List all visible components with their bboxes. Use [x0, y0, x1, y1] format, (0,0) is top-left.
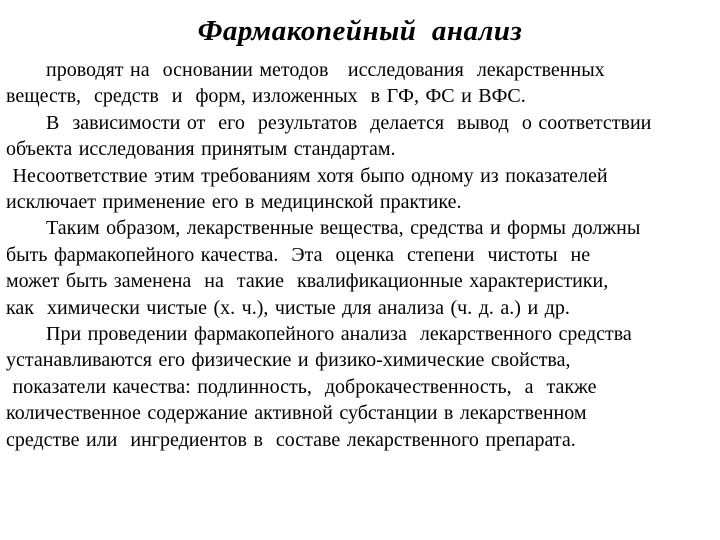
paragraph [6, 321, 712, 453]
text-line: Несоответствие этим требованиям хотя быпо одному из показателей [6, 164, 608, 187]
text-line: В зависимости от его результатов делается вывод о соответствии [46, 111, 652, 134]
paragraph [6, 57, 712, 110]
text-line: средстве или ингредиентов в составе лекарственного препарата. [6, 428, 576, 451]
paragraph [6, 163, 712, 216]
text-line: быть фармакопейного качества. Эта оценка степени чистоты не [6, 243, 591, 266]
text-line: исключает применение его в медицинской практике. [6, 191, 462, 214]
text-line: может быть заменена на такие квалификационные характеристики, [6, 270, 609, 293]
text-line: При проведении фармакопейного анализа лекарственного средства [46, 323, 632, 346]
slide-body-text [0, 57, 720, 453]
text-line: количественное содержание активной субстанции в лекарственном [6, 402, 587, 425]
text-line: как химически чистые (х. ч.), чистые для анализа (ч. д. а.) и др. [6, 296, 570, 319]
paragraph [6, 110, 712, 163]
text-line: показатели качества: подлинность, доброкачественность, а также [6, 375, 597, 398]
text-line: устанавливаются его физические и физико-химические свойства, [6, 349, 571, 372]
text-line: веществ, средств и форм, изложенных в ГФ, ФС и ВФС. [6, 85, 526, 108]
text-line: Таким образом, лекарственные вещества, средства и формы должны [46, 217, 641, 240]
text-line: объекта исследования принятым стандартам. [6, 138, 396, 161]
text-line: проводят на основании методов исследования лекарственных [46, 59, 605, 81]
slide-title: Фармакопейный анализ [197, 15, 523, 47]
paragraph [6, 215, 712, 321]
